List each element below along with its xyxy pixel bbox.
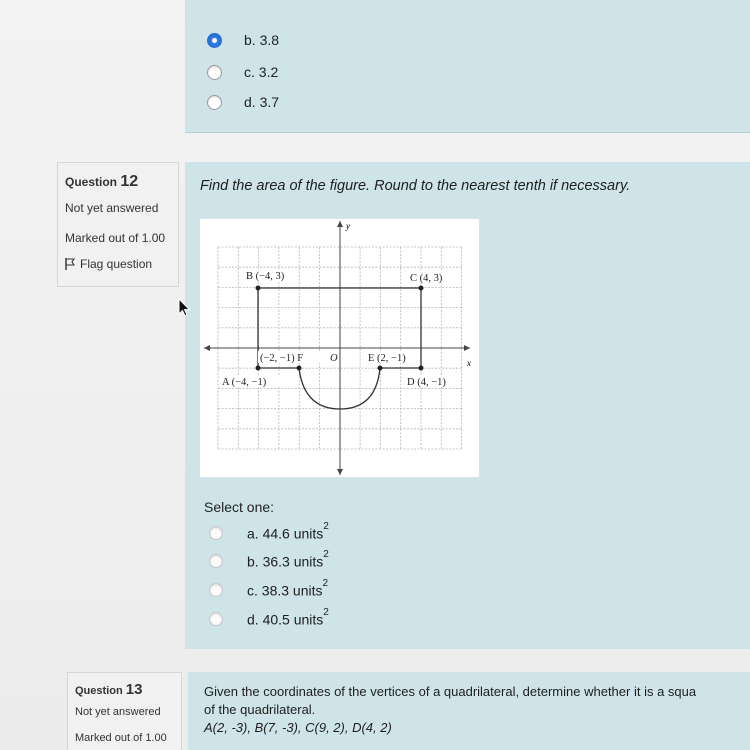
select-one-label: Select one: — [204, 499, 275, 515]
answer-a-text: a. 44.6 units$^2$ — [247, 520, 329, 542]
coordinate-figure — [200, 219, 479, 477]
label-b: B (−4, 3) — [246, 271, 285, 282]
radio-answer-b[interactable] — [209, 554, 223, 568]
question-status: Not yet answered — [65, 201, 159, 215]
previous-option-label: d. 3.7 — [244, 94, 280, 110]
label-f: (−2, −1) F — [260, 353, 304, 364]
label-e: E (2, −1) — [368, 353, 406, 364]
flag-question-label: Flag question — [80, 257, 153, 271]
previous-option-label: c. 3.2 — [244, 64, 279, 80]
question-marks: Marked out of 1.00 — [65, 231, 166, 245]
radio-answer-c[interactable] — [209, 583, 223, 597]
previous-option-c[interactable] — [207, 60, 278, 84]
answer-option-d[interactable] — [209, 606, 329, 629]
radio-c[interactable] — [207, 65, 222, 80]
y-axis-label: y — [346, 221, 350, 231]
answer-option-c[interactable] — [209, 577, 329, 600]
label-c: C (4, 3) — [410, 273, 443, 284]
answer-d-text: d. 40.5 units$^2$ — [247, 606, 329, 628]
radio-d[interactable] — [207, 95, 222, 110]
question-13-line-1: Given the coordinates of the vertices of a quadrilateral, determine whether it is a squa — [204, 684, 697, 699]
answer-c-text: c. 38.3 units$^2$ — [247, 577, 329, 599]
point-c — [419, 286, 424, 291]
label-origin: O — [330, 353, 338, 364]
point-d — [419, 366, 424, 371]
point-a — [256, 366, 261, 371]
label-a: A (−4, −1) — [222, 377, 267, 388]
label-d: D (4, −1) — [407, 377, 446, 388]
question-13-line-3: A(2, -3), B(7, -3), C(9, 2), D(4, 2) — [204, 720, 392, 735]
point-b — [256, 286, 261, 291]
radio-answer-d[interactable] — [209, 612, 223, 626]
radio-answer-a[interactable] — [209, 526, 223, 540]
previous-option-b[interactable] — [207, 28, 279, 52]
question-number: 13 — [125, 681, 143, 698]
mouse-cursor-icon — [178, 298, 192, 318]
point-e — [378, 366, 383, 371]
answer-option-a[interactable] — [209, 520, 329, 543]
question-marks: Marked out of 1.00 — [75, 732, 167, 744]
answer-b-text: b. 36.3 units$^2$ — [247, 548, 329, 570]
question-status: Not yet answered — [75, 706, 161, 718]
coordinate-plane-svg — [200, 219, 479, 477]
y-axis-arrow-up — [337, 221, 343, 227]
point-f — [297, 366, 302, 371]
question-13-title — [75, 681, 181, 698]
question-label: Question — [65, 175, 118, 189]
question-12-prompt: Find the area of the figure. Round to the nearest tenth if necessary. — [200, 178, 631, 194]
flag-question-link[interactable] — [65, 257, 178, 271]
question-13-line-2: of the quadrilateral. — [204, 702, 316, 717]
question-12-title — [65, 173, 178, 191]
question-number: 12 — [120, 173, 139, 190]
answer-option-b[interactable] — [209, 548, 329, 571]
flag-icon — [65, 258, 75, 270]
previous-option-label: b. 3.8 — [244, 32, 280, 48]
question-label: Question — [75, 685, 123, 697]
x-axis-arrow-right — [464, 345, 470, 351]
x-axis-label: x — [467, 358, 471, 368]
question-12-info — [57, 162, 179, 287]
previous-option-d[interactable] — [207, 90, 279, 114]
x-axis-arrow-left — [204, 345, 210, 351]
radio-b-checked[interactable] — [207, 33, 222, 48]
y-axis-arrow-down — [337, 469, 343, 475]
question-13-info — [67, 672, 182, 750]
